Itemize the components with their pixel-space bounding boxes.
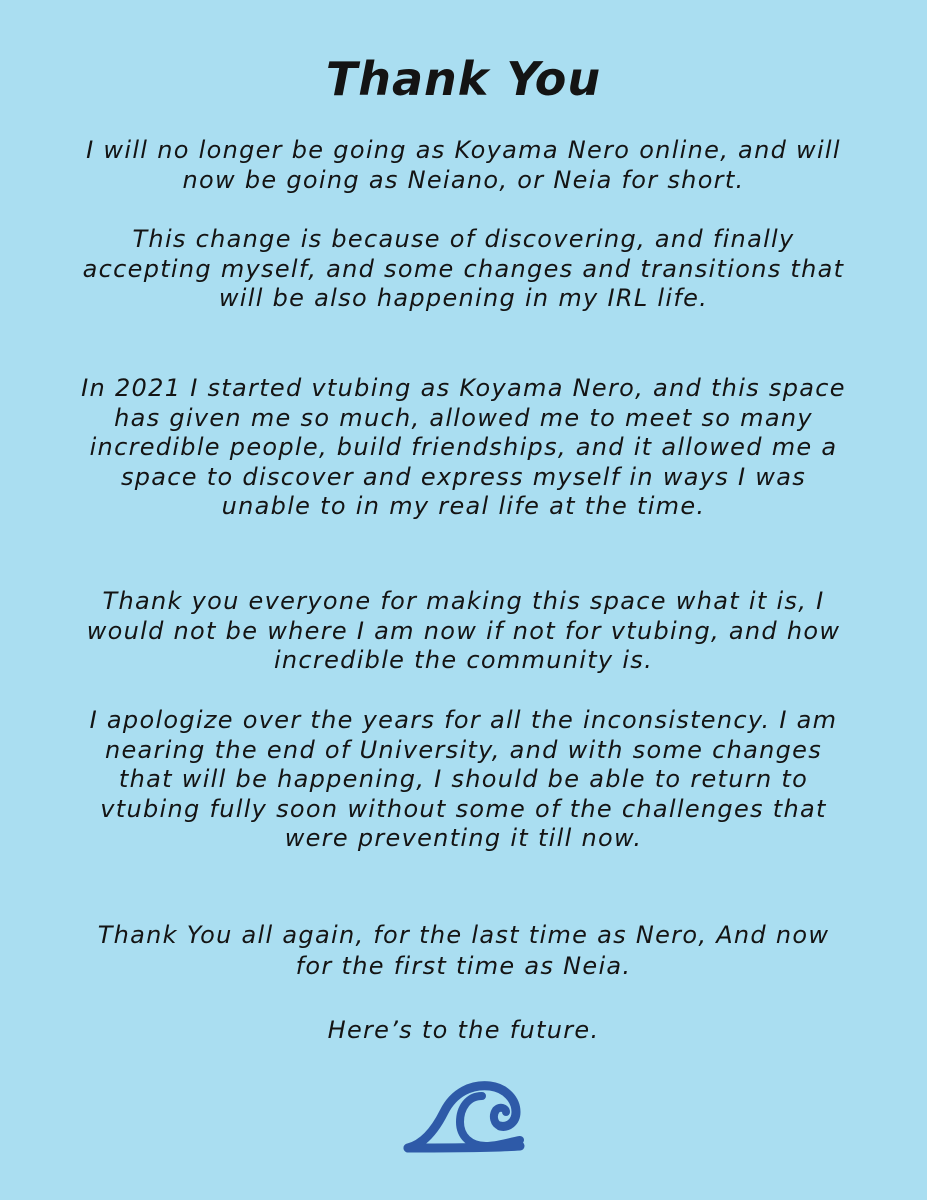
- wave-icon: [402, 1080, 526, 1154]
- paragraph-thanks-community: Thank you everyone for making this space what it is, I would not be where I am now if not for vtubing, and how incredible the community is.: [86, 587, 841, 674]
- paragraph-reason: This change is because of discovering, and finally accepting myself, and some changes and transitions that will be also happening in my IRL life.: [82, 225, 845, 312]
- page-title: Thank You: [325, 52, 602, 106]
- paragraph-future: Here’s to the future.: [327, 1016, 600, 1044]
- paragraph-history: In 2021 I started vtubing as Koyama Nero, and this space has given me so much, allowed me to meet so many incredible people, build friendships, and it allowed me a space to discover and express myself in ways I was unable to in my real life at the time.: [81, 374, 846, 520]
- paragraph-name-change: I will no longer be going as Koyama Nero online, and will now be going as Neiano, or Neia for short.: [86, 136, 841, 194]
- paragraph-closing-thanks: Thank You all again, for the last time as Nero, And now for the first time as Neia.: [97, 921, 830, 980]
- paragraph-apology: I apologize over the years for all the inconsistency. I am nearing the end of University, and with some changes that will be happening, I should be able to return to vtubing fully soon without some of the challenges that were preventing it till now.: [89, 706, 838, 852]
